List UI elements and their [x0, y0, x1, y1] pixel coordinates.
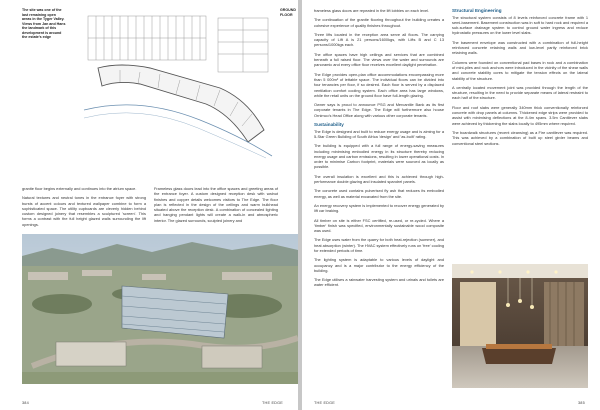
body-paragraph: The Edge utilises a rainwater harvesting system and urinals and toilets are water efficient.: [314, 277, 444, 288]
body-paragraph: An energy recovery system is implemented to recover energy generated by lift car braking.: [314, 202, 444, 214]
body-paragraph: The structural system consists of 8 levels reinforced concrete frame with 1 semi-basement. Basement construction was in soft to hard rock and required a sub-surface drainage system to control ground water ingress and reduce hydrostatic pressures on the lower level slabs.: [452, 14, 588, 36]
page-number: 385: [578, 401, 585, 405]
aerial-site-photo: [22, 234, 298, 384]
left-column-1: [22, 186, 146, 231]
body-paragraph: granite floor begins externally and continues into the atrium space.: [22, 186, 137, 191]
body-paragraph: Columns were founded on conventional pad bases in rock and a combination of mini-piles and rock anchors were introduced in the vicinity of the shear walls and concrete stability cores to mitigate the tension effects on the lateral stability of the structure.: [452, 59, 588, 81]
structural-heading: Structural Engineering: [452, 8, 502, 13]
body-paragraph: The office spaces have high ceilings and services that are combined beneath a full raised floor. The views over the water and surrounds are panoramic and every office floor receives excellent daylight penetration.: [314, 51, 444, 68]
body-paragraph: The boardwalk structures (recent cleansing) as a Fire cantilever was required. This was achieved by a combination of built up steel girder beams and conventional steel sections.: [452, 129, 588, 146]
site-caption: The site was one of the last remaining open areas in the Tyger Valley. Views from Jan and Hans the landmark of this development is around the estate's edge: [22, 8, 66, 39]
footer-title: THE EDGE: [262, 401, 284, 405]
page-number: 384: [22, 401, 29, 405]
body-paragraph: The basement envelope was constructed with a combination of full-height reinforced concrete retaining walls and low-level partly reinforced brick retaining walls.: [452, 39, 588, 56]
body-paragraph: The continuation of the granite flooring throughout the building creates a cohesive experience of quality finishes throughout.: [314, 17, 444, 28]
body-paragraph: The Edge uses water from the quarry for both heat-rejection (summer), and heat absorption (winter). The HVAC system effectively runs on 'free' cooling for extended periods of time.: [314, 237, 444, 253]
body-paragraph: All timber on site is either FSC certified, re-used, or re-cycled. Where a 'timber' finish was specified, environmentally sustainable wood composite was used.: [314, 217, 444, 234]
ground-floor-plan: [80, 10, 276, 160]
footer-title: THE EDGE: [314, 401, 336, 405]
body-paragraph: The Edge is designed and built to reduce energy usage and is aiming for a 5-Star Green Building of South Africa 'design' and 'as-built' rating.: [314, 128, 444, 139]
body-paragraph: Owner says is proud to announce PSG and Mercantile Bank as its first corporate tenants in The Edge. The Edge will furthermore also house Ornimco's Head Office along with various other corporate tenants.: [314, 102, 444, 118]
right-column-1: [314, 8, 444, 292]
body-paragraph: Floor and roof slabs were generally 340mm thick conventionally reinforced concrete with drop panels at columns. Thickened edge strips were provided to assist with minimising deflections at the 8.4m spans. 3.5m Cantilever slabs were achieved by thickening the slabs locally to 495mm where required.: [452, 104, 588, 126]
right-page: [302, 0, 600, 410]
body-paragraph: The Edge provides open-plan office accommodations encompassing more than 5 000m² of lettable space. The individual floors can be divided into four tenancies per floor, if so desired. Each floor is served by a displaced ventilation comfort cooling system. Each office area has large windows, while the retail units on the ground floor have full-length glazing.: [314, 71, 444, 98]
body-paragraph: The building is equipped with a full range of energy-saving measures including minimising embodied energy in its structure thereby reducing energy usage and carbon emissions, resulting in lower operational costs. In order to minimise Carbon footprint, materials were sourced as locally as possible.: [314, 143, 444, 170]
body-paragraph: Natural textures and neutral tones in the entrance foyer with strong bursts of accent colours and textured wallpaper combine to form a sophisticated space. The utility cupboards are cleverly hidden behind custom designed joinery that resembles a sculptured 'screen'. This forms a contrast with the full height glazed walls surrounding the lift openings.: [22, 195, 146, 227]
right-column-2: [452, 8, 588, 150]
body-paragraph: The lighting system is adaptable to various levels of daylight and occupancy and is a major contributor to the energy efficiency of the building.: [314, 257, 444, 273]
body-paragraph: The overall insulation is excellent and this is achieved through high-performance double glazing and insulated spandrel panels.: [314, 173, 444, 185]
body-paragraph: A centrally located movement joint was provided through the length of the structure, resulting in the need to provide separate means of lateral restraint to each half of the structure.: [452, 84, 588, 101]
body-paragraph: Three lifts located in the reception area serve all floors. The carrying capacity of Lift A is 21 persons/1600kgs, with Lifts B and C 13 persons/1000kgs each.: [314, 31, 444, 48]
body-paragraph: Frameless glass doors lead into the office spaces and greeting areas of the entrance foyer. A custom designed reception desk with walnut finishes and copper details welcomes visitors to The Edge. The floor plan is reflected in the design of the ceilings and warm bulkhead situated above the reception desk. A combination of concealed lighting and hanging pendant lights will create a walk-in and atmospheric interior. The glazed surrounds, sculpted joinery and: [154, 186, 278, 223]
left-column-2: [154, 186, 278, 227]
left-page: [0, 0, 298, 410]
body-paragraph: frameless glass doors are repeated in the lift lobbies on each level.: [314, 8, 430, 13]
sustainability-heading: Sustainability: [314, 122, 344, 128]
body-paragraph: The concrete used contains pulverised fly ash that reduces its embodied energy, as well as material excavated from the site.: [314, 188, 444, 199]
plan-label: GROUND FLOOR: [280, 8, 296, 17]
reception-interior-photo: [452, 264, 588, 388]
